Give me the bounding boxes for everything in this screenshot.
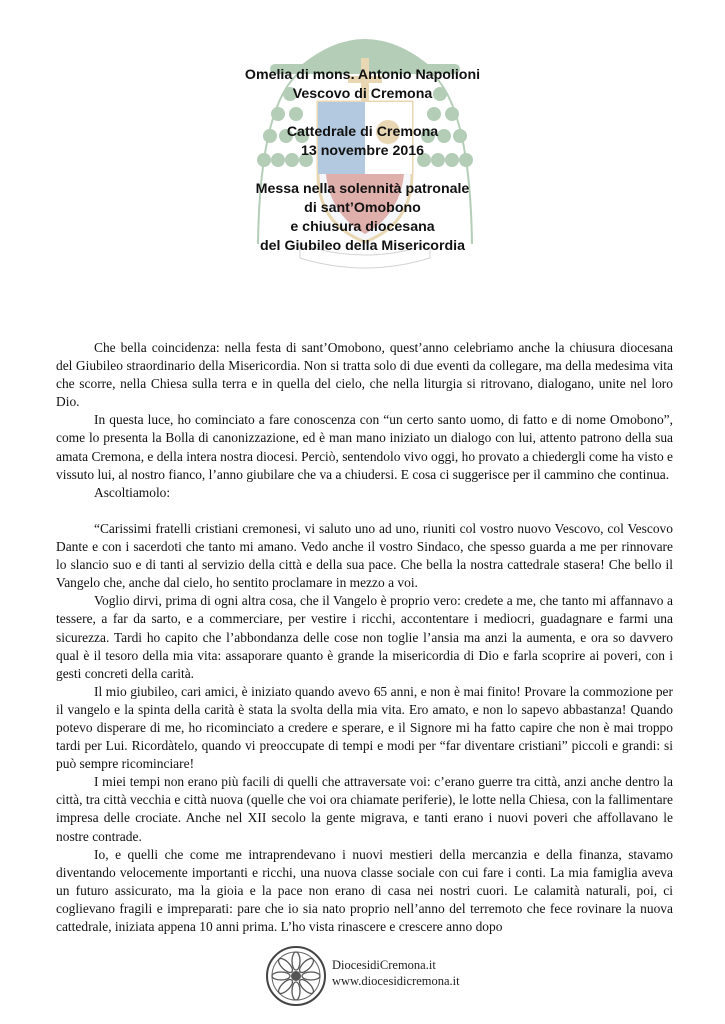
paragraph: Io, e quelli che come me intraprendevano i nuovi mestieri della mercanzia e della finanza, stavamo diventando velocemente importanti e ricchi, una nuova classe sociale con cui fare i conti. La mia famiglia aveva un futuro assicurato, ma la gioia e la pace non erano di casa nei nostri cuori. Le calamità naturali, poi, ci coglievano fragili e impreparati: pare che io sia nato proprio nell’anno del terremoto che fece rovinare la nuova cattedrale, iniziata appena 10 anni prima. L’ho vista rinascere e crescere anno dopo (56, 846, 673, 934)
heading-line: 13 novembre 2016 (300, 143, 425, 159)
page-footer (264, 944, 484, 1010)
heading-author-block (150, 66, 575, 104)
paragraph: “Carissimi fratelli cristiani cremonesi, vi saluto uno ad uno, riuniti col vostro nuovo Vescovo, col Vescovo Dante e con i sacerdoti che tanto mi amano. Vedo anche il vostro Sindaco, che spesso guarda a me per rinnovare lo slancio suo e di tanti al servizio della città e della sua pace. Che bella la nostra cattedrale stasera! Che bello il Vangelo che, anche dal cielo, ho sentito proclamare in mezzo a voi. (56, 520, 673, 591)
heading-line: del Giubileo della Misericordia (260, 238, 465, 254)
heading-occasion-block (150, 180, 575, 256)
heading-line: Omelia di mons. Antonio Napolioni (244, 67, 481, 83)
paragraph: Che bella coincidenza: nella festa di sant’Omobono, quest’anno celebriamo anche la chiusura diocesana del Giubileo straordinario della Misericordia. Non si tratta solo di due eventi da collegare, ma della medesima vita che scorre, nella Chiesa sulla terra e in quella del cielo, che nella liturgia si ritrovano, dialogano, unite nel loro Dio. (56, 340, 673, 410)
heading-line: Cattedrale di Cremona (286, 124, 439, 140)
footer-site-url[interactable]: www.diocesidicremona.it (332, 974, 460, 988)
heading-line: di sant’Omobono (304, 200, 421, 216)
heading-line: Vescovo di Cremona (292, 86, 433, 102)
paragraph: Il mio giubileo, cari amici, è iniziato quando avevo 65 anni, e non è mai finito! Provare la commozione per il vangelo e la spinta della carità è stata la svolta della mia vita. Ero amato, e non lo sapevo abbastanza! Quando potevo disperare di me, ho ricominciato a credere e sperare, e il Signore mi ha fatto capire che non è mai troppo tardi per Lui. Ricordàtelo, quando vi preoccupate di tempi e modi per “far diventare cristiani” piccoli e grandi: si può sempre ricominciare! (56, 683, 673, 772)
homily-heading (150, 66, 575, 256)
paragraph: I miei tempi non erano più facili di quelli che attraversate voi: c’erano guerre tra città, anzi anche dentro la città, tra città vecchia e città nuova (quelle che voi ora chiamate periferie), le lotte nella Chiesa, con la fallimentare impresa delle crociate. Anche nel XII secolo la gente migrava, e tanti erano i nuovi poveri che affollavano le nostre contrade. (56, 774, 673, 844)
homily-body (56, 339, 673, 936)
footer-text (332, 957, 460, 989)
paragraph: Ascoltiamolo: (94, 484, 171, 500)
paragraph: Voglio dirvi, prima di ogni altra cosa, che il Vangelo è proprio vero: credete a me, che tanto mi affannavo a tessere, a far da sarto, e a commerciare, per vestire i ricchi, accontentare i mediocri, guadagnare e farmi una sicurezza. Tardi ho capito che l’abbondanza delle cose non toglie l’ansia ma anzi la aumenta, e ora so davvero qual è il tesoro della mia vita: assaporare quanto è grande la misericordia di Dio e farla scoprire ai poveri, con i gesti concreti della carità. (56, 593, 673, 681)
footer-site-name: DiocesidiCremona.it (332, 958, 436, 972)
heading-place-date-block (150, 123, 575, 161)
heading-line: e chiusura diocesana (290, 219, 435, 235)
paragraph: In questa luce, ho cominciato a fare conoscenza con “un certo santo uomo, di fatto e di nome Omobono”, come lo presenta la Bolla di canonizzazione, ed è man mano iniziato un dialogo con lui, attento patrono della sua amata Cremona, e della intera nostra diocesi. Perciò, sentendolo vivo oggi, ho provato a chiedergli come ha visto e vissuto lui, al nostro fianco, l’anno giubilare che va a chiudersi. E cosa ci suggerisce per il cammino che continua. (56, 412, 673, 482)
diocese-rose-window-icon (264, 944, 328, 1008)
heading-line: Messa nella solennità patronale (255, 181, 470, 197)
